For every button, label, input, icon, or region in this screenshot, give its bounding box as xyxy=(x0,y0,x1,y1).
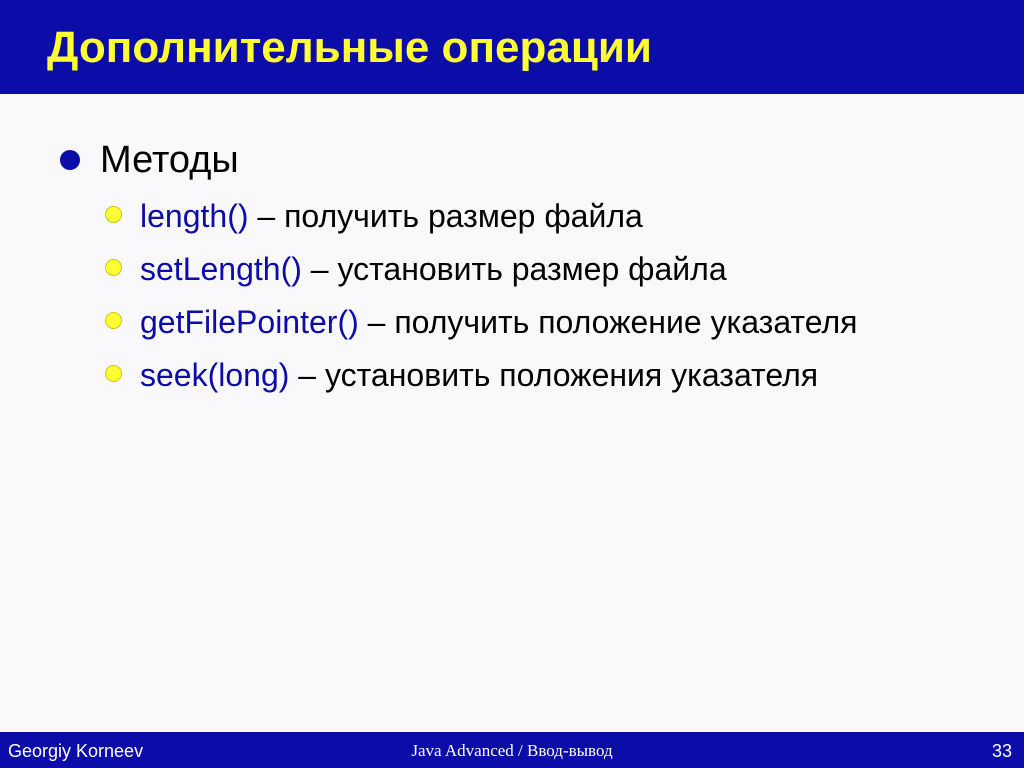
method-name: setLength() xyxy=(140,251,302,287)
yellow-bullet-icon xyxy=(105,259,122,276)
method-description: – получить положение указателя xyxy=(358,304,858,340)
methods-list xyxy=(100,194,980,406)
method-description: – получить размер файла xyxy=(248,198,643,234)
method-name: getFilePointer() xyxy=(140,304,359,340)
slide-content xyxy=(0,94,1024,732)
yellow-bullet-icon xyxy=(105,312,122,329)
method-item xyxy=(100,353,980,398)
slide-footer xyxy=(0,732,1024,768)
yellow-bullet-icon xyxy=(105,206,122,223)
methods-heading xyxy=(60,132,239,188)
method-item xyxy=(100,300,980,345)
method-item xyxy=(100,247,980,292)
method-item xyxy=(100,194,980,239)
method-description: – установить размер файла xyxy=(301,251,727,287)
methods-heading-text: Методы xyxy=(100,138,239,181)
method-name: seek(long) xyxy=(140,357,290,393)
footer-author: Georgiy Korneev xyxy=(8,741,144,761)
page-number: 33 xyxy=(991,741,1012,761)
slide-title: Дополнительные операции xyxy=(47,23,652,72)
method-description: – установить положения указателя xyxy=(289,357,819,393)
footer-course: Java Advanced / Ввод-вывод xyxy=(411,741,613,760)
yellow-bullet-icon xyxy=(105,365,122,382)
blue-bullet-icon xyxy=(60,150,80,170)
method-name: length() xyxy=(140,198,249,234)
slide-header xyxy=(0,0,1024,94)
